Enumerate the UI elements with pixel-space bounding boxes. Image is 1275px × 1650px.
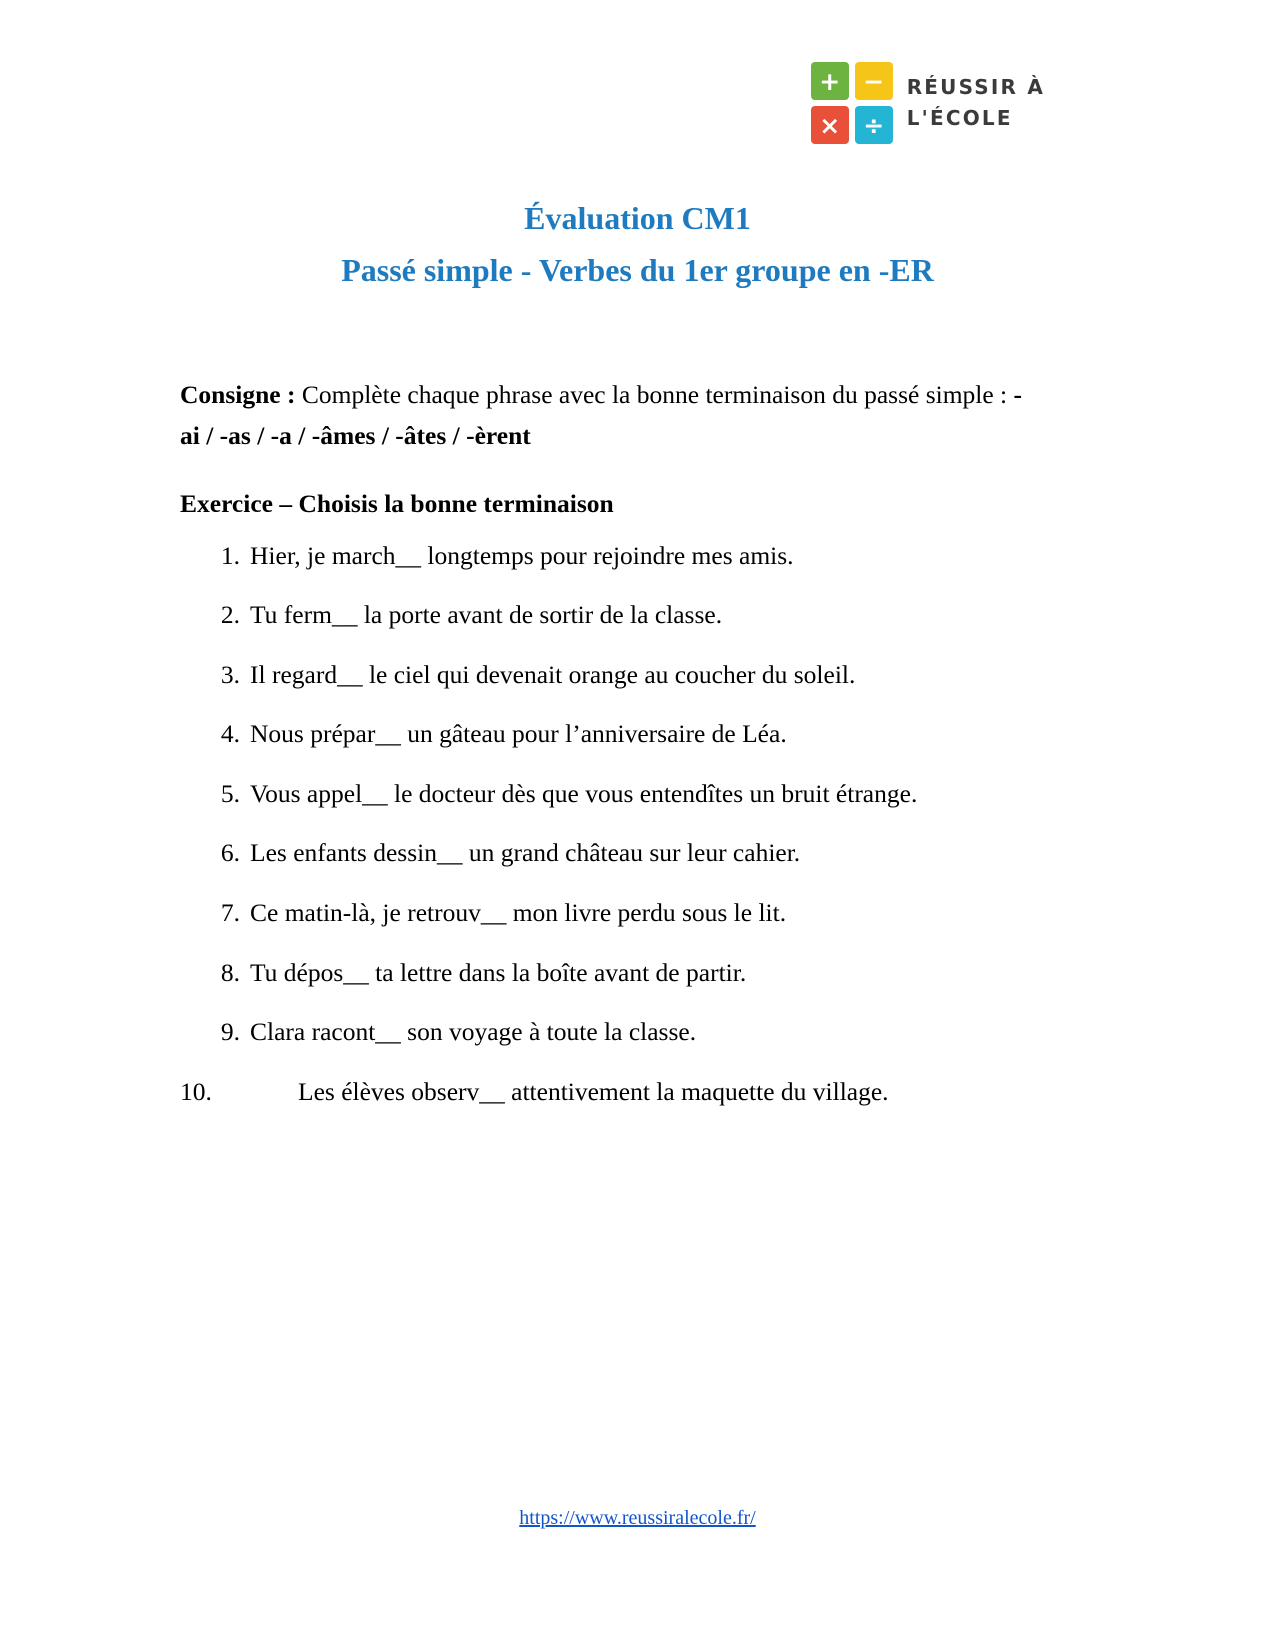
list-item-text: Ce matin-là, je retrouv__ mon livre perdu sous le lit. (250, 897, 787, 927)
list-item-text: Les élèves observ__ attentivement la maquette du village. (298, 1076, 889, 1106)
list-item-text: Hier, je march__ longtemps pour rejoindre mes amis. (250, 540, 794, 570)
list-item (220, 655, 1040, 695)
instructions-text: Complète chaque phrase avec la bonne terminaison du passé simple : (295, 380, 1014, 409)
list-item-number: 6. (220, 838, 240, 868)
list-item (220, 536, 1040, 576)
instructions-label: Consigne : (180, 380, 296, 409)
list-item-number: 8. (220, 957, 240, 987)
list-item-number: 1. (220, 540, 240, 570)
list-item (220, 714, 1040, 754)
page-title (0, 198, 1275, 290)
footer (0, 1507, 1275, 1530)
list-item-number: 9. (220, 1017, 240, 1047)
list-item (180, 1072, 1040, 1112)
logo-icon-grid (811, 62, 893, 144)
list-item-number: 7. (220, 897, 240, 927)
brand-logo (811, 62, 1045, 144)
worksheet-body (180, 374, 1040, 1131)
question-list (180, 536, 1040, 1111)
list-item-text: Clara racont__ son voyage à toute la classe. (250, 1017, 697, 1047)
plus-icon: + (811, 62, 849, 100)
list-item (220, 893, 1040, 933)
instructions-endings: -ai / -as / -a / -âmes / -âtes / -èrent (180, 380, 1023, 451)
list-item-text: Vous appel__ le docteur dès que vous entendîtes un bruit étrange. (250, 778, 918, 808)
list-item-number: 10. (180, 1076, 212, 1106)
list-item (220, 1012, 1040, 1052)
instructions-paragraph (180, 374, 1040, 457)
title-line-1: Évaluation CM1 (524, 200, 751, 236)
website-link[interactable]: https://www.reussiralecole.fr/ (519, 1507, 756, 1529)
list-item-text: Tu dépos__ ta lettre dans la boîte avant de partir. (250, 957, 747, 987)
divide-icon: ÷ (855, 106, 893, 144)
logo-wordmark-line2: L'ÉCOLE (906, 106, 1013, 130)
list-item (220, 595, 1040, 635)
list-item-text: Tu ferm__ la porte avant de sortir de la classe. (250, 600, 723, 630)
list-item-text: Il regard__ le ciel qui devenait orange au coucher du soleil. (250, 659, 856, 689)
list-item (220, 833, 1040, 873)
list-item-text: Nous prépar__ un gâteau pour l’anniversaire de Léa. (250, 719, 787, 749)
list-item-number: 5. (220, 778, 240, 808)
list-item-number: 4. (220, 719, 240, 749)
list-item-number: 3. (220, 659, 240, 689)
logo-wordmark-line1: RÉUSSIR À (906, 75, 1045, 99)
minus-icon: − (855, 62, 893, 100)
list-item-number: 2. (220, 600, 240, 630)
list-item (220, 774, 1040, 814)
list-item (220, 953, 1040, 993)
exercise-title: Exercice – Choisis la bonne terminaison (180, 488, 614, 518)
times-icon: × (811, 106, 849, 144)
title-line-2: Passé simple - Verbes du 1er groupe en -ER (341, 252, 934, 288)
logo-wordmark (907, 73, 1045, 133)
list-item-text: Les enfants dessin__ un grand château sur leur cahier. (250, 838, 801, 868)
